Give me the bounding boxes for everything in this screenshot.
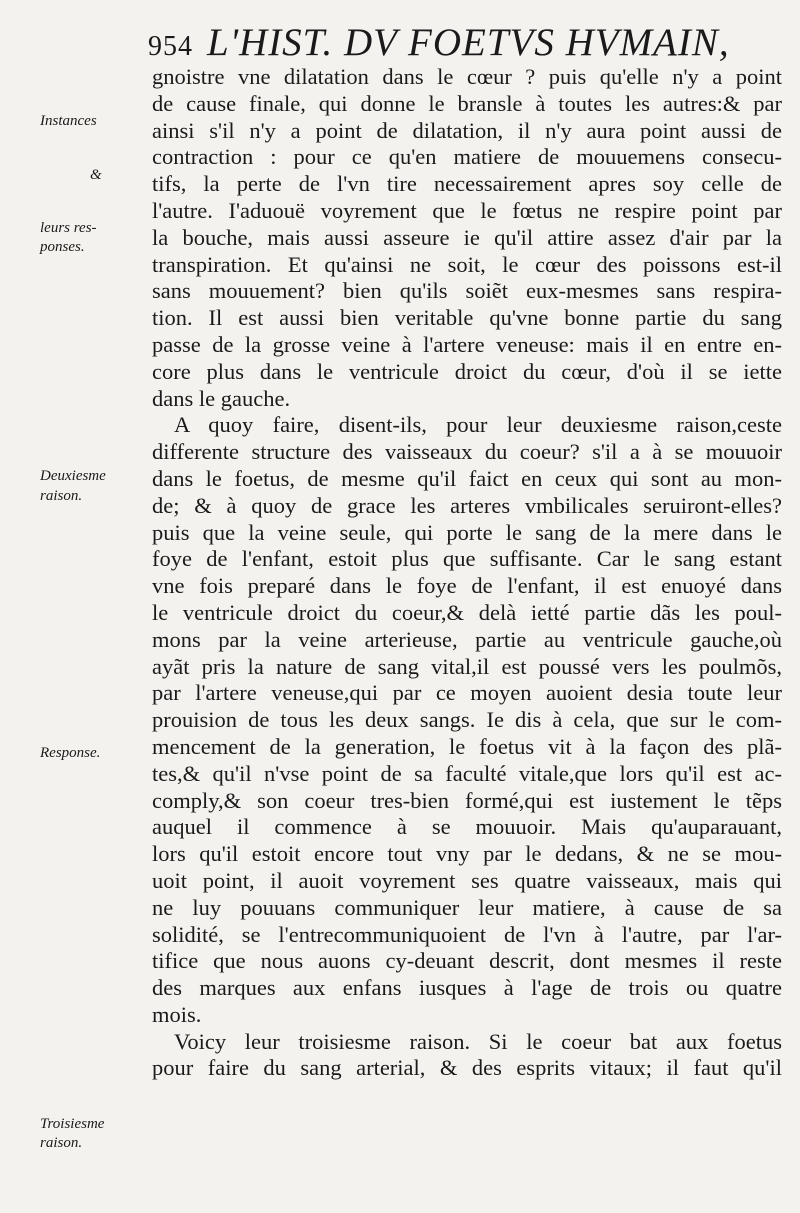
main-text [152, 64, 782, 1082]
text-line: passe de la grosse veine à l'artere veneuse: mais il en entre en- [152, 331, 782, 357]
text-line: sans mouuement? bien qu'ils soiẽt eux-mesmes sans respira- [152, 278, 782, 304]
text-line: lors qu'il estoit encore tout vny par le dedans, & ne se mou- [152, 841, 782, 867]
text-line: A quoy faire, disent-ils, pour leur deuxiesme raison,ceste [174, 412, 782, 438]
text-line: des marques aux enfans iusques à l'age de trois ou quatre [152, 975, 782, 1001]
text-line: l'autre. I'aduouë voyrement que le fœtus ne respire point par [152, 197, 782, 223]
margin-note-raison-2: raison. [40, 488, 83, 504]
text-line: mencement de la generation, le foetus vit à la façon des plã- [152, 733, 782, 759]
text-line: dans le gauche. [152, 385, 291, 411]
margin-note-deuxiesme: Deuxiesme [40, 468, 106, 484]
text-line: pour faire du sang arterial, & des esprits vitaux; il faut qu'il [152, 1055, 782, 1081]
text-line: de; & à quoy de grace les arteres vmbilicales seruiront-elles? [152, 492, 782, 518]
text-line: transpiration. Et qu'ainsi ne soit, le cœur des poissons est-il [152, 251, 782, 277]
text-line: tion. Il est aussi bien veritable qu'vne bonne partie du sang [152, 305, 782, 331]
text-line: core plus dans le ventricule droict du cœur, d'où il se iette [152, 358, 782, 384]
text-line: de cause finale, qui donne le bransle à toutes les autres:& par [152, 90, 782, 116]
running-header [148, 18, 788, 68]
margin-note-leurs-res: leurs res- [40, 220, 97, 236]
text-line: vne fois preparé dans le foye de l'enfant, il est enuoyé dans [152, 573, 782, 599]
text-line: ainsi s'il n'y a point de dilatation, il n'y aura point aussi de [152, 117, 782, 143]
margin-note-troisiesme: Troisiesme [40, 1116, 105, 1132]
text-line: tes,& qu'il n'vse point de sa faculté vitale,que lors qu'il est ac- [152, 760, 782, 786]
text-line: par l'artere veneuse,qui par ce moyen auoient desia toute leur [152, 680, 782, 706]
text-line: la bouche, mais aussi asseure ie qu'il attire assez d'air par la [152, 224, 782, 250]
text-line: uoit point, il auoit voyrement ses quatre vaisseaux, mais qui [152, 867, 782, 893]
margin-note-ampersand: & [90, 167, 102, 183]
text-line: contraction : pour ce qu'en matiere de mouuemens consecu- [152, 144, 782, 170]
text-line: mois. [152, 1001, 202, 1027]
margin-note-response: Response. [40, 745, 101, 761]
text-line: foye de l'enfant, estoit plus que suffisante. Car le sang estant [152, 546, 782, 572]
page-number: 954 [148, 31, 193, 62]
text-line: ne luy pouuans communiquer leur matiere, à cause de sa [152, 894, 782, 920]
text-line: differente structure des vaisseaux du coeur? s'il a à se mouuoir [152, 439, 782, 465]
text-line: ayãt pris la nature de sang vital,il est poussé vers les poulmõs, [152, 653, 782, 679]
text-line: mons par la veine arterieuse, partie au ventricule gauche,où [152, 626, 782, 652]
text-line: gnoistre vne dilatation dans le cœur ? puis qu'elle n'y a point [152, 64, 782, 89]
text-line: le ventricule droict du coeur,& delà ietté partie dãs les poul- [152, 599, 782, 625]
text-line: prouision de tous les deux sangs. Ie dis à cela, que sur le com- [152, 707, 782, 733]
text-line: tifs, la perte de l'vn tire necessairement apres soy celle de [152, 171, 782, 197]
margin-note-raison-3: raison. [40, 1135, 83, 1151]
text-line: comply,& son coeur tres-bien formé,qui est iustement le tẽps [152, 787, 782, 813]
margin-note-instances: Instances [40, 113, 97, 129]
text-line: Voicy leur troisiesme raison. Si le coeur bat aux foetus [174, 1028, 782, 1054]
text-line: solidité, se l'entrecommuniquoient de l'vn à l'autre, par l'ar- [152, 921, 782, 947]
text-line: tifice que nous auons cy-deuant descrit, dont mesmes il reste [152, 948, 782, 974]
running-title: L'HIST. DV FOETVS HVMAIN, [207, 21, 730, 64]
text-line: auquel il commence à se mouuoir. Mais qu'auparauant, [152, 814, 782, 840]
text-line: puis que la veine seule, qui porte le sang de la mere dans le [152, 519, 782, 545]
text-line: dans le foetus, de mesme qu'il faict en ceux qui sont au mon- [152, 465, 782, 491]
margin-note-ponses: ponses. [40, 239, 85, 255]
